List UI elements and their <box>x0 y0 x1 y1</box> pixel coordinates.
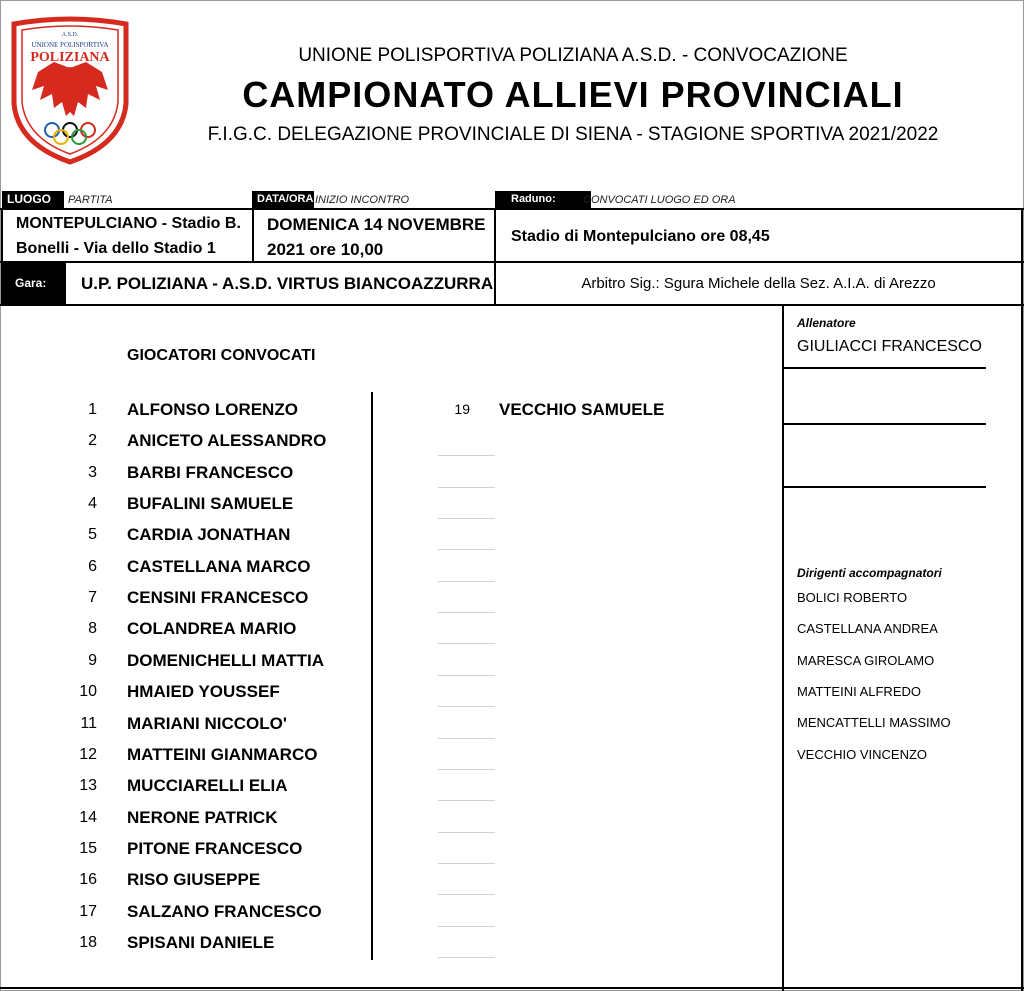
dirigente-name: BOLICI ROBERTO <box>797 590 908 605</box>
luogo-label: LUOGO <box>2 191 64 208</box>
empty-row-line <box>438 455 495 456</box>
empty-row-line <box>438 675 495 676</box>
player-number: 13 <box>79 777 97 794</box>
players-column-divider <box>371 392 373 960</box>
gara-value: U.P. POLIZIANA - A.S.D. VIRTUS BIANCOAZZURRA <box>81 274 494 293</box>
player-name: CASTELLANA MARCO <box>127 557 311 576</box>
player-number: 15 <box>79 840 97 857</box>
player-number: 3 <box>88 464 97 481</box>
player-name: MATTEINI GIANMARCO <box>127 745 318 764</box>
player-name: MUCCIARELLI ELIA <box>127 776 288 795</box>
info-col-sep-1 <box>252 208 254 263</box>
page-bottom-border <box>0 987 1024 989</box>
dirigente-name: CASTELLANA ANDREA <box>797 621 938 636</box>
player-name: MARIANI NICCOLO' <box>127 714 287 733</box>
header-federation-line: F.I.G.C. DELEGAZIONE PROVINCIALE DI SIENA - STAGIONE SPORTIVA 2021/2022 <box>207 124 939 145</box>
logo-text-unione: UNIONE POLISPORTIVA <box>31 41 109 49</box>
player-name: SPISANI DANIELE <box>127 933 275 952</box>
dirigente-name: MENCATTELLI MASSIMO <box>797 715 951 730</box>
empty-row-line <box>438 769 495 770</box>
info-mid-border <box>0 261 1024 263</box>
players-heading: GIOCATORI CONVOCATI <box>127 347 316 364</box>
logo-text-poliziana: POLIZIANA <box>30 50 110 65</box>
player-name: BARBI FRANCESCO <box>127 463 294 482</box>
player-number: 17 <box>79 903 97 920</box>
player-name: ANICETO ALESSANDRO <box>127 431 327 450</box>
player-number: 11 <box>80 715 97 732</box>
player-number: 9 <box>88 652 97 669</box>
allenatore-label: Allenatore <box>797 316 856 330</box>
player-name: RISO GIUSEPPE <box>127 870 261 889</box>
player-number: 14 <box>79 809 97 826</box>
player-number: 5 <box>88 526 97 543</box>
luogo-value-line1: MONTEPULCIANO - Stadio B. <box>16 215 241 232</box>
luogo-value-line2: Bonelli - Via dello Stadio 1 <box>16 240 216 257</box>
dataora-label: DATA/ORA <box>252 191 314 208</box>
player-number: 16 <box>79 871 97 888</box>
player-number: 8 <box>88 620 97 637</box>
dataora-hint: INIZIO INCONTRO <box>315 194 410 206</box>
player-name: ALFONSO LORENZO <box>127 400 298 419</box>
header-subtitle: UNIONE POLISPORTIVA POLIZIANA A.S.D. - CONVOCAZIONE <box>298 45 848 66</box>
player-name: CENSINI FRANCESCO <box>127 588 309 607</box>
player-name: NERONE PATRICK <box>127 808 278 827</box>
staff-separator-1 <box>783 367 986 369</box>
staff-separator-3 <box>783 486 986 488</box>
player-name: DOMENICHELLI MATTIA <box>127 651 325 670</box>
staff-separator-2 <box>783 423 986 425</box>
empty-row-line <box>438 706 495 707</box>
data-value-line1: DOMENICA 14 NOVEMBRE <box>267 215 486 234</box>
player-name: SALZANO FRANCESCO <box>127 902 322 921</box>
empty-row-line <box>438 549 495 550</box>
player-number: 2 <box>88 432 97 449</box>
page-title: CAMPIONATO ALLIEVI PROVINCIALI <box>242 74 904 115</box>
player-number: 7 <box>88 589 97 606</box>
raduno-hint: CONVOCATI LUOGO ED ORA <box>583 194 736 206</box>
empty-row-line <box>438 518 495 519</box>
raduno-value: Stadio di Montepulciano ore 08,45 <box>511 228 770 245</box>
empty-row-line <box>438 800 495 801</box>
empty-row-line <box>438 863 495 864</box>
luogo-hint: PARTITA <box>68 194 113 206</box>
dirigente-name: MATTEINI ALFREDO <box>797 684 921 699</box>
player-number: 10 <box>79 683 97 700</box>
empty-row-line <box>438 957 495 958</box>
player-number: 4 <box>88 495 97 512</box>
raduno-label: Raduno: <box>495 191 591 208</box>
player-number: 12 <box>79 746 97 763</box>
empty-row-line <box>438 894 495 895</box>
gara-label: Gara: <box>15 276 47 290</box>
empty-row-line <box>438 581 495 582</box>
empty-row-line <box>438 832 495 833</box>
player-name: BUFALINI SAMUELE <box>127 494 294 513</box>
empty-row-line <box>438 643 495 644</box>
staff-panel-left-border <box>782 306 784 991</box>
info-bottom-border <box>0 304 1024 306</box>
player-name: CARDIA JONATHAN <box>127 525 291 544</box>
empty-row-line <box>438 487 495 488</box>
player-name: COLANDREA MARIO <box>127 619 297 638</box>
player-number: 18 <box>79 934 97 951</box>
dirigente-name: VECCHIO VINCENZO <box>797 747 928 762</box>
player-number: 6 <box>88 558 97 575</box>
empty-row-line <box>438 612 495 613</box>
logo-text-asd: A.S.D. <box>61 32 79 38</box>
dirigente-name: MARESCA GIROLAMO <box>797 653 935 668</box>
allenatore-name: GIULIACCI FRANCESCO <box>797 338 982 355</box>
data-value-line2: 2021 ore 10,00 <box>267 240 384 259</box>
empty-row-line <box>438 926 495 927</box>
player-name: HMAIED YOUSSEF <box>127 682 280 701</box>
player-name: PITONE FRANCESCO <box>127 839 303 858</box>
dirigenti-label: Dirigenti accompagnatori <box>797 566 942 580</box>
empty-row-line <box>438 738 495 739</box>
staff-panel-right-border <box>1021 306 1023 991</box>
player-name: VECCHIO SAMUELE <box>499 400 665 419</box>
arbitro-value: Arbitro Sig.: Sgura Michele della Sez. A.I.A. di Arezzo <box>581 275 936 292</box>
info-top-border <box>0 208 1024 210</box>
player-number: 19 <box>454 401 470 417</box>
player-number: 1 <box>88 401 97 418</box>
